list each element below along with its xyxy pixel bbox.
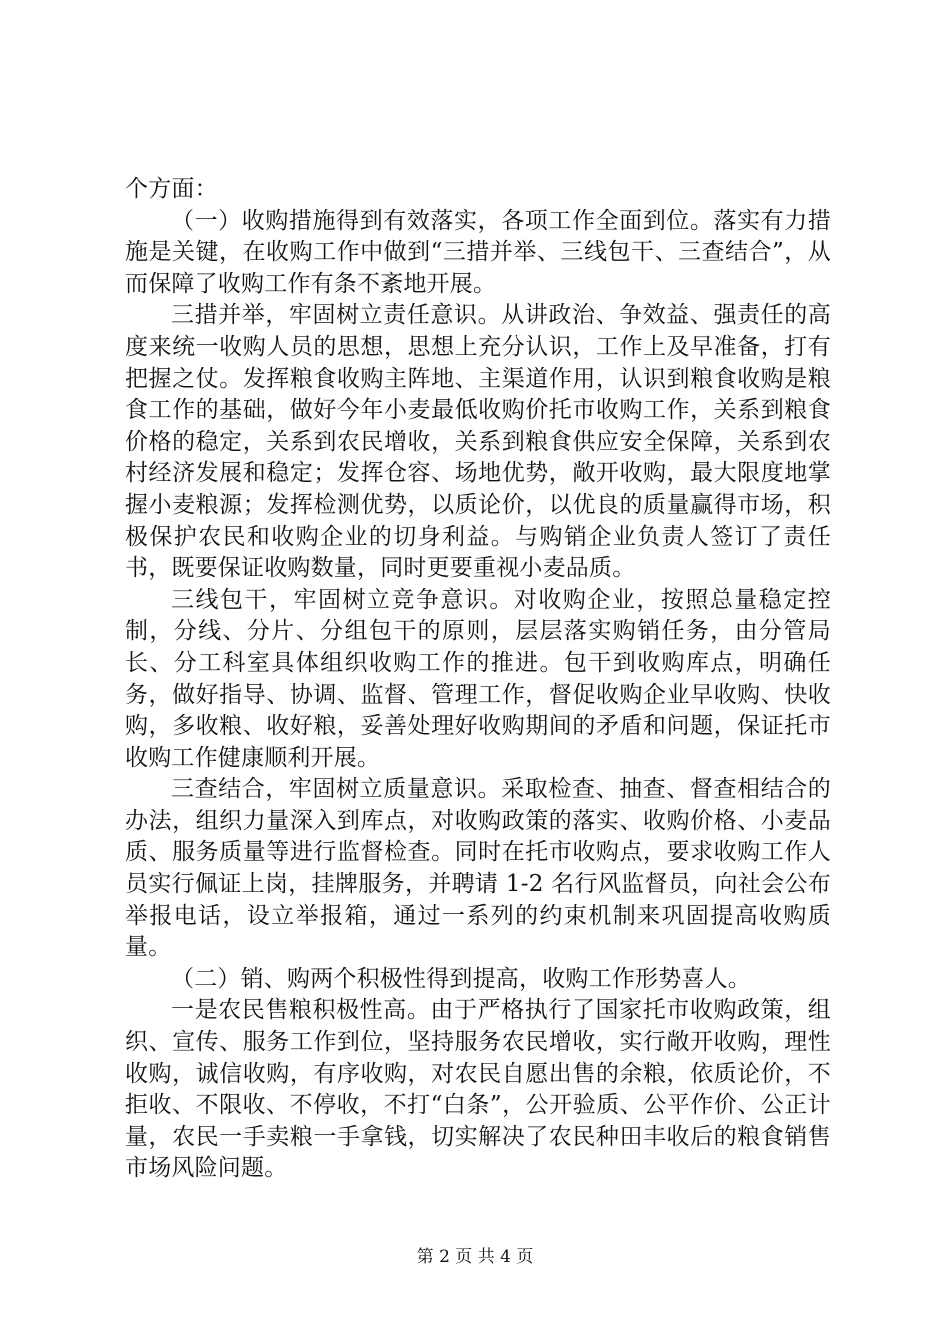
- document-body: [125, 174, 831, 1185]
- page-number-footer: 第 2 页 共 4 页: [416, 1247, 534, 1267]
- paragraph-three-measures: 三措并举，牢固树立责任意识。从讲政治、争效益、强责任的高度来统一收购人员的思想，思想上充分认识，工作上及早准备，打有把握之仗。发挥粮食收购主阵地、主渠道作用，认识到粮食收购是粮食工作的基础，做好今年小麦最低收购价托市收购工作，关系到粮食价格的稳定，关系到农民增收，关系到粮食供应安全保障，关系到农村经济发展和稳定；发挥仓容、场地优势，敞开收购，最大限度地掌握小麦粮源；发挥检测优势，以质论价，以优良的质量赢得市场，积极保护农民和收购企业的切身利益。与购销企业负责人签订了责任书，既要保证收购数量，同时更要重视小麦品质。: [125, 302, 831, 582]
- paragraph-three-checks: 三查结合，牢固树立质量意识。采取检查、抽查、督查相结合的办法，组织力量深入到库点，对收购政策的落实、收购价格、小麦品质、服务质量等进行监督检查。同时在托市收购点，要求收购工作人员实行佩证上岗，挂牌服务，并聘请 1-2 名行风监督员，向社会公布举报电话，设立举报箱，通过一系列的约束机制来巩固提高收购质量。: [125, 776, 831, 961]
- paragraph-section-two-heading: （二）销、购两个积极性得到提高，收购工作形势喜人。: [171, 965, 751, 992]
- paragraph-three-lines: 三线包干，牢固树立竞争意识。对收购企业，按照总量稳定控制，分线、分片、分组包干的原则，层层落实购销任务，由分管局长、分工科室具体组织收购工作的推进。包干到收购库点，明确任务，做好指导、协调、监督、管理工作，督促收购企业早收购、快收购，多收粮、收好粮，妥善处理好收购期间的矛盾和问题，保证托市收购工作健康顺利开展。: [125, 586, 831, 771]
- paragraph-section-one-heading: （一）收购措施得到有效落实，各项工作全面到位。落实有力措施是关键，在收购工作中做到“三措并举、三线包干、三查结合”，从而保障了收购工作有条不紊地开展。: [125, 207, 831, 297]
- paragraph-farmers-enthusiasm: 一是农民售粮积极性高。由于严格执行了国家托市收购政策，组织、宣传、服务工作到位，坚持服务农民增收，实行敞开收购，理性收购，诚信收购，有序收购，对农民自愿出售的余粮，依质论价，不拒收、不限收、不停收，不打“白条”，公开验质、公平作价、公正计量，农民一手卖粮一手拿钱，切实解决了农民种田丰收后的粮食销售市场风险问题。: [125, 997, 831, 1182]
- paragraph-continuation: 个方面：: [125, 176, 218, 202]
